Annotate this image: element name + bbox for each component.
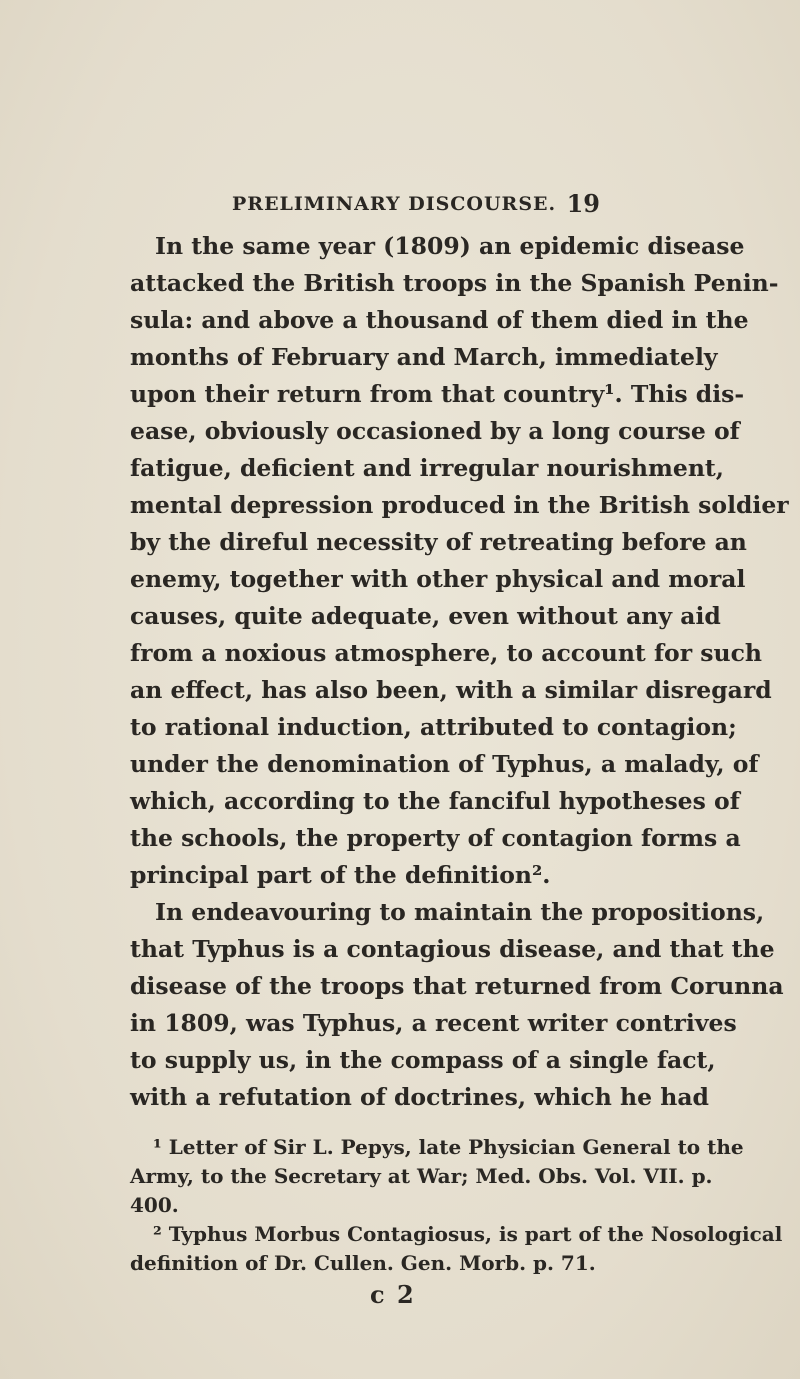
text-line: upon their return from that country¹. This dis- [130,380,745,408]
text-line: mental depression produced in the British soldier [130,491,789,519]
text-line: which, according to the fanciful hypotheses of [130,787,740,815]
page-header [232,189,602,219]
text-line: to rational induction, attributed to contagion; [130,713,737,741]
text-line: In endeavouring to maintain the propositions, [155,898,765,926]
text-line: enemy, together with other physical and moral [130,565,746,593]
text-line: ease, obviously occasioned by a long course of [130,417,740,445]
text-line: in 1809, was Typhus, a recent writer contrives [130,1009,737,1037]
text-line: an effect, has also been, with a similar disregard [130,676,772,704]
footnote-line: ¹ Letter of Sir L. Pepys, late Physician General to the [153,1135,744,1159]
text-line: the schools, the property of contagion forms a [130,824,741,852]
footnote-line: 400. [130,1193,179,1217]
text-line: from a noxious atmosphere, to account for such [130,639,762,667]
text-line: causes, quite adequate, even without any aid [130,602,721,630]
text-line: sula: and above a thousand of them died in the [130,306,749,334]
signature-mark: c 2 [370,1280,416,1309]
text-line: disease of the troops that returned from Corunna [130,972,784,1000]
footnote-line: ² Typhus Morbus Contagiosus, is part of the Nosological [153,1222,783,1246]
text-line: In the same year (1809) an epidemic disease [155,232,745,260]
text-line: by the direful necessity of retreating before an [130,528,747,556]
text-line: under the denomination of Typhus, a malady, of [130,750,759,778]
text-line: principal part of the definition². [130,861,551,889]
text-line: with a refutation of doctrines, which he had [130,1083,709,1111]
text-line: months of February and March, immediately [130,343,718,371]
running-head: PRELIMINARY DISCOURSE. [232,193,557,215]
page-number: 19 [566,189,600,218]
footnote-line: Army, to the Secretary at War; Med. Obs. Vol. VII. p. [130,1164,713,1188]
text-line: that Typhus is a contagious disease, and that the [130,935,775,963]
footnote-line: definition of Dr. Cullen. Gen. Morb. p. 71. [130,1251,596,1275]
text-line: fatigue, deficient and irregular nourishment, [130,454,724,482]
text-line: to supply us, in the compass of a single fact, [130,1046,716,1074]
text-line: attacked the British troops in the Spanish Penin- [130,269,779,297]
